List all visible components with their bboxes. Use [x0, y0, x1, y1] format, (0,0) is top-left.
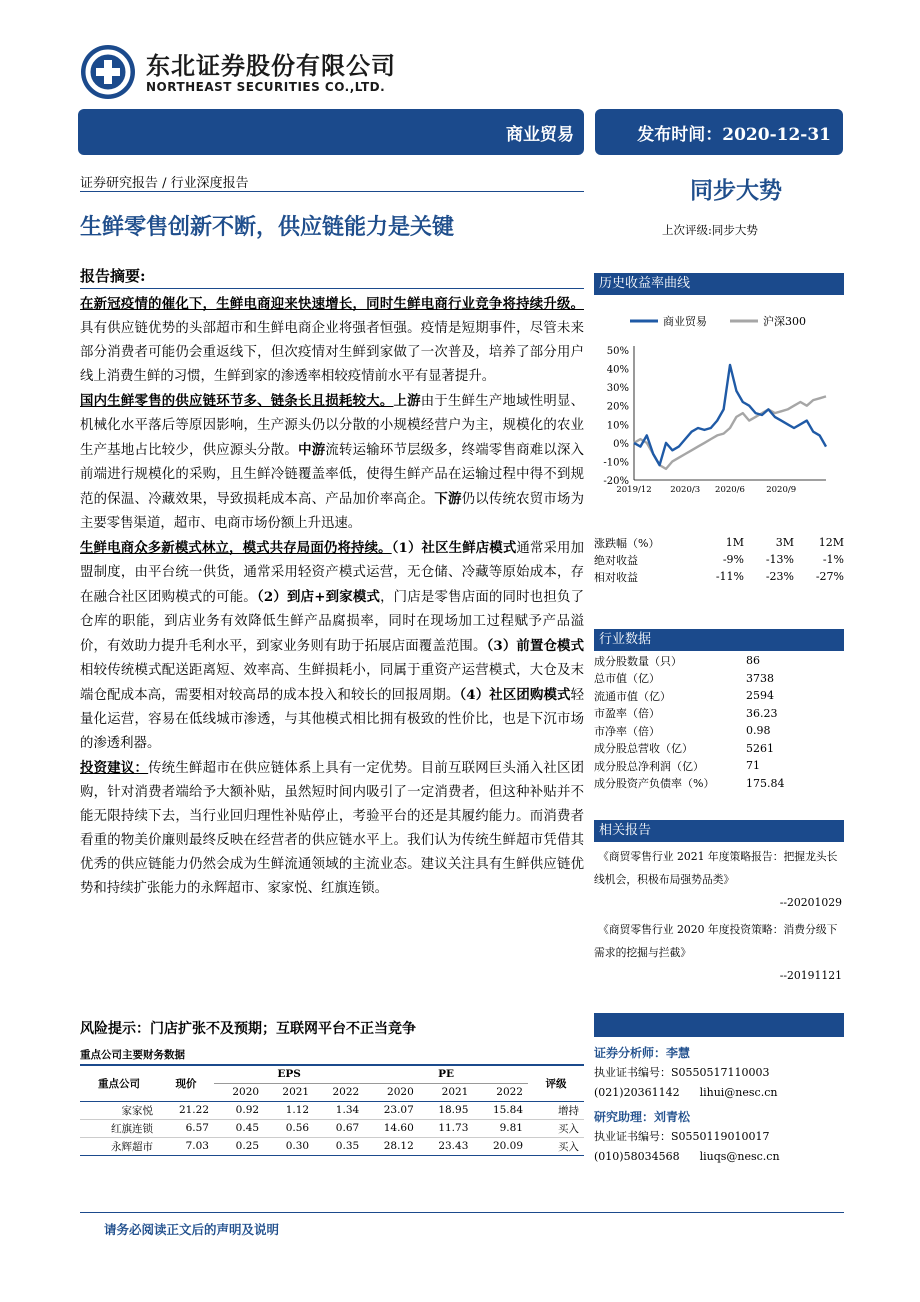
- industry-key: 成分股总营收（亿）: [594, 742, 693, 756]
- related-report-date: --20201029: [779, 896, 842, 909]
- fin-table-caption: 重点公司主要财务数据: [80, 1049, 185, 1061]
- analyst-block: [594, 1043, 844, 1167]
- y-tick-label: 0%: [613, 438, 629, 450]
- perf-row: [594, 568, 844, 585]
- related-report-date: --20191121: [779, 969, 842, 982]
- col-rating: 评级: [545, 1077, 567, 1090]
- industry-row: [594, 740, 844, 758]
- value-cell: 15.84: [492, 1104, 523, 1116]
- value-cell: 23.07: [383, 1104, 414, 1116]
- related-title: 相关报告: [594, 820, 844, 842]
- analyst-name: 证券分析师：李慧: [594, 1046, 691, 1060]
- industry-value: 5261: [746, 741, 774, 755]
- y-tick-label: -10%: [603, 457, 629, 469]
- year-header: 2021: [441, 1086, 469, 1098]
- value-cell: 14.60: [383, 1122, 414, 1134]
- sector-label: 商业贸易: [506, 125, 574, 145]
- industry-row: [594, 687, 844, 705]
- publish-bar: [595, 109, 843, 155]
- col-eps: EPS: [214, 1065, 364, 1083]
- value-cell: 0.67: [335, 1122, 360, 1134]
- divider: [80, 191, 584, 192]
- performance-table: [594, 534, 844, 585]
- industry-row: [594, 722, 844, 740]
- rating: 同步大势: [690, 177, 782, 204]
- value-cell: 0.56: [285, 1122, 310, 1134]
- value-cell: 11.73: [438, 1122, 469, 1134]
- value-cell: 0.92: [235, 1104, 260, 1116]
- summary-paragraph-2: 国内生鲜零售的供应链环节多、链条长且损耗较大。上游由于生鲜生产地域性明显、机械化水平落后等原因影响，生产源头仍以分散的小规模经营户为主，规模化的农业生产基地占比较少，供应源头分散。中游流转运输环节层级多，终端零售商难以深入前端进行规模化的采购，且生鲜冷链覆盖率低，使得生鲜产品在运输过程中得不到规范的保温、冷藏效果，导致损耗成本高、产品加价率高企。下游仍以传统农贸市场为主要零售渠道，超市、电商市场份额上升迅速。: [80, 393, 585, 531]
- x-tick-label: 2020/9: [766, 485, 797, 495]
- value-cell: 0.25: [235, 1140, 260, 1152]
- y-tick-label: -20%: [603, 476, 629, 487]
- assistant-name: 研究助理：刘青松: [594, 1110, 691, 1124]
- col-price: 现价: [175, 1077, 197, 1090]
- col-pe: PE: [364, 1065, 528, 1083]
- related-report-link[interactable]: 《商贸零售行业 2020 年度投资策略：消费分级下需求的挖掘与拦截》: [594, 923, 838, 959]
- industry-value: 86: [746, 654, 760, 668]
- risk-note: 风险提示：门店扩张不及预期；互联网平台不正当竞争: [80, 1021, 416, 1037]
- col-company: 重点公司: [98, 1077, 140, 1090]
- footer-disclaimer[interactable]: 请务必阅读正文后的声明及说明: [104, 1222, 280, 1237]
- value-cell: 18.95: [438, 1104, 469, 1116]
- industry-value: 0.98: [746, 724, 771, 738]
- industry-key: 总市值（亿）: [594, 672, 660, 686]
- company-logo-icon: [80, 44, 136, 100]
- industry-value: 2594: [746, 689, 774, 703]
- industry-key: 成分股总净利润（亿）: [594, 759, 704, 773]
- industry-value: 3738: [746, 671, 774, 685]
- perf-value: -27%: [815, 570, 844, 583]
- value-cell: 1.12: [285, 1104, 310, 1116]
- perf-header-cell: 3M: [775, 536, 794, 549]
- price-cell: 21.22: [178, 1104, 209, 1116]
- breadcrumb: 证券研究报告 / 行业深度报告: [80, 176, 249, 191]
- y-tick-label: 40%: [606, 364, 629, 376]
- perf-label: 相对收益: [594, 570, 638, 584]
- company-name: 永辉超市: [111, 1140, 153, 1153]
- year-header: 2021: [282, 1086, 310, 1098]
- y-tick-label: 20%: [606, 401, 629, 413]
- assistant-email[interactable]: liuqs@nesc.cn: [699, 1150, 780, 1163]
- summary-paragraph-4: 投资建议：传统生鲜超市在供应链体系上具有一定优势。目前互联网巨头涌入社区团购，针对消费者端给予大额补贴，虽然短时间内吸引了一定消费者，但这种补贴并不能无限持续下去，当行业回归理性补贴停止，考验平台的还是其履约能力。而消费者看重的物美价廉则最终反映在经营者的供应链水平上。我们认为传统生鲜超市凭借其优秀的供应链能力仍然会成为生鲜流通领域的主流业态。建议关注具有生鲜供应链优势和持续扩张能力的永辉超市、家家悦、红旗连锁。: [80, 760, 584, 896]
- value-cell: 0.35: [335, 1140, 360, 1152]
- industry-key: 市盈率（倍）: [594, 707, 660, 721]
- company-name: 家家悦: [121, 1104, 153, 1117]
- assistant-phone: (010)58034568: [594, 1150, 680, 1163]
- return-chart: [594, 308, 844, 500]
- analyst-phone: (021)20361142: [594, 1086, 680, 1099]
- chart-title: 历史收益率曲线: [594, 273, 844, 295]
- assistant-cert: 执业证书编号：S0550119010017: [594, 1130, 770, 1143]
- industry-key: 流通市值（亿）: [594, 689, 671, 703]
- related-report-link[interactable]: 《商贸零售行业 2021 年度策略报告：把握龙头长线机会，积极布局强势品类》: [594, 850, 838, 886]
- perf-value: -23%: [765, 570, 794, 583]
- price-cell: 6.57: [185, 1122, 209, 1134]
- perf-row: [594, 551, 844, 568]
- perf-value: -11%: [715, 570, 744, 583]
- summary-body: [80, 292, 584, 901]
- assistant-contact: [594, 1147, 844, 1167]
- summary-heading: 报告摘要:: [80, 267, 146, 285]
- analyst-contact: [594, 1083, 844, 1103]
- year-header: 2022: [496, 1086, 523, 1098]
- summary-paragraph-1: 在新冠疫情的催化下，生鲜电商迎来快速增长，同时生鲜电商行业竞争将持续升级。具有供应链优势的头部超市和生鲜电商企业将强者恒强。疫情是短期事件，尽管未来部分消费者可能仍会重返线下，但次疫情对生鲜到家做了一次普及，培养了部分用户线上消费生鲜的习惯，生鲜到家的渗透率相较疫情前水平有显著提升。: [80, 296, 584, 384]
- company-name: 红旗连锁: [111, 1122, 153, 1135]
- industry-value: 36.23: [746, 706, 778, 720]
- perf-header-cell: 涨跌幅（%）: [594, 536, 660, 550]
- industry-table: [594, 652, 844, 792]
- industry-value: 71: [746, 759, 760, 773]
- value-cell: 28.12: [383, 1140, 414, 1152]
- industry-value: 175.84: [746, 776, 785, 790]
- price-cell: 7.03: [185, 1140, 209, 1152]
- value-cell: 1.34: [335, 1104, 360, 1116]
- industry-key: 成分股数量（只）: [594, 654, 682, 668]
- y-tick-label: 10%: [606, 420, 629, 432]
- analyst-cert: 执业证书编号：S0550517110003: [594, 1066, 770, 1079]
- company-name-cn: 东北证券股份有限公司: [146, 52, 396, 80]
- series-line: [634, 365, 826, 465]
- industry-row: [594, 670, 844, 688]
- analyst-bar: [594, 1013, 844, 1037]
- divider: [80, 288, 584, 289]
- year-header: 2020: [232, 1086, 260, 1098]
- rating-cell: 买入: [558, 1140, 579, 1153]
- legend-label: 沪深300: [763, 315, 806, 328]
- table-row: [80, 1101, 584, 1119]
- industry-row: [594, 705, 844, 723]
- analyst-email[interactable]: lihui@nesc.cn: [699, 1086, 778, 1099]
- year-header: 2022: [332, 1086, 360, 1098]
- year-header: 2020: [387, 1086, 414, 1098]
- value-cell: 0.30: [285, 1140, 310, 1152]
- legend-label: 商业贸易: [663, 315, 707, 328]
- x-tick-label: 2020/6: [715, 485, 745, 495]
- y-tick-label: 30%: [606, 383, 629, 395]
- fin-table: [80, 1064, 584, 1156]
- sector-bar: [78, 109, 584, 155]
- report-title: 生鲜零售创新不断，供应链能力是关键: [80, 214, 455, 240]
- table-row: [80, 1119, 584, 1137]
- perf-header-cell: 12M: [818, 536, 844, 549]
- value-cell: 0.45: [235, 1122, 260, 1134]
- rating-cell: 买入: [558, 1122, 579, 1135]
- related-reports: [594, 845, 844, 991]
- x-tick-label: 2020/3: [670, 485, 701, 495]
- industry-key: 成分股资产负债率（%）: [594, 777, 715, 791]
- value-cell: 20.09: [492, 1140, 523, 1152]
- publish-date: 发布时间：2020-12-31: [637, 125, 831, 145]
- perf-value: -9%: [722, 553, 744, 566]
- footer-divider: [80, 1212, 844, 1213]
- perf-value: -13%: [765, 553, 794, 566]
- summary-paragraph-3: 生鲜电商众多新模式林立，模式共存局面仍将持续。（1）社区生鲜店模式通常采用加盟制度，由平台统一供货，通常采用轻资产模式运营，无仓储、冷藏等原始成本，存在融合社区团购模式的可能。（2）到店+到家模式，门店是零售店面的同时也担负了仓库的职能，到店业务有效降低生鲜产品腐损率，同时在现场加工过程赋予产品溢价，有效助力提升毛利水平，到家业务则有助于拓展店面覆盖范围。（3）前置仓模式相较传统模式配送距离短、效率高、生鲜损耗小，同属于重资产运营模式，大仓及末端仓配成本高，需要相对较高昂的成本投入和较长的回报周期。（4）社区团购模式轻量化运营，容易在低线城市渗透，与其他模式相比拥有极致的性价比，也是下沉市场的渗透利器。: [80, 540, 585, 751]
- perf-header-cell: 1M: [725, 536, 744, 549]
- rating-cell: 增持: [558, 1104, 579, 1117]
- value-cell: 9.81: [499, 1122, 523, 1134]
- industry-title: 行业数据: [594, 629, 844, 651]
- x-tick-label: 2019/12: [616, 485, 652, 495]
- table-row: [80, 1137, 584, 1155]
- perf-label: 绝对收益: [594, 553, 638, 567]
- industry-row: [594, 775, 844, 793]
- industry-key: 市净率（倍）: [594, 724, 660, 738]
- perf-value: -1%: [822, 553, 844, 566]
- value-cell: 23.43: [438, 1140, 469, 1152]
- industry-row: [594, 652, 844, 670]
- y-tick-label: 50%: [606, 346, 629, 357]
- industry-row: [594, 757, 844, 775]
- company-name-en: NORTHEAST SECURITIES CO.,LTD.: [146, 80, 386, 94]
- prev-rating: 上次评级:同步大势: [662, 223, 758, 237]
